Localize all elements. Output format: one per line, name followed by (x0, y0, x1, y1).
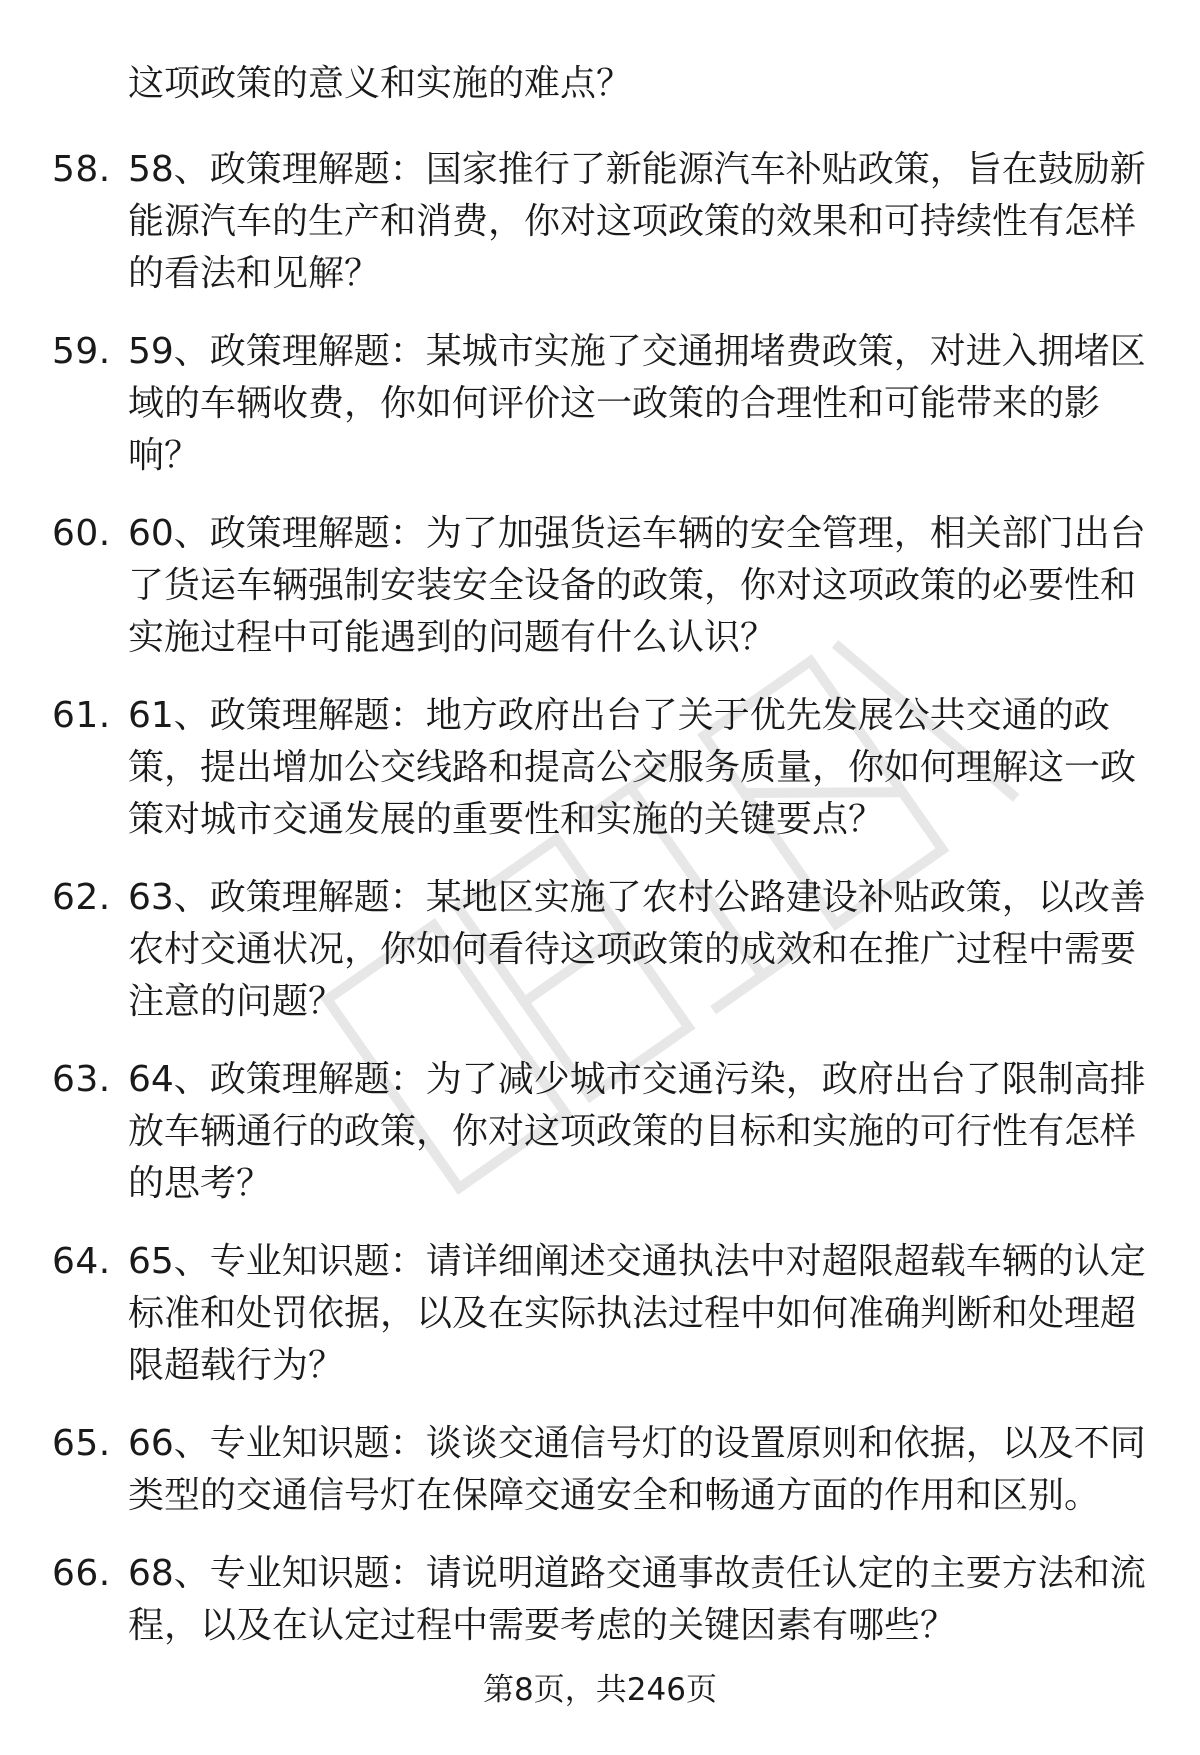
list-number: 63. (52, 1059, 111, 1100)
list-item (0, 508, 1200, 664)
list-number: 59. (52, 331, 111, 372)
list-number: 60. (52, 513, 111, 554)
question-text: 66、专业知识题：谈谈交通信号灯的设置原则和依据，以及不同类型的交通信号灯在保障交通安全和畅通方面的作用和区别。 (128, 1423, 1146, 1516)
list-item (0, 1418, 1200, 1522)
list-item (0, 326, 1200, 482)
question-text: 59、政策理解题：某城市实施了交通拥堵费政策，对进入拥堵区域的车辆收费，你如何评价这一政策的合理性和可能带来的影响？ (128, 331, 1146, 476)
question-text: 64、政策理解题：为了减少城市交通污染，政府出台了限制高排放车辆通行的政策，你对这项政策的目标和实施的可行性有怎样的思考？ (128, 1059, 1146, 1204)
page-footer: 第8页，共246页 (483, 1672, 717, 1708)
list-number: 61. (52, 695, 111, 736)
list-item (0, 1236, 1200, 1392)
question-list (0, 144, 1200, 1678)
list-item (0, 144, 1200, 300)
list-item (0, 872, 1200, 1028)
list-item (0, 1054, 1200, 1210)
question-text: 58、政策理解题：国家推行了新能源汽车补贴政策，旨在鼓励新能源汽车的生产和消费，你对这项政策的效果和可持续性有怎样的看法和见解？ (128, 149, 1146, 294)
question-text: 68、专业知识题：请说明道路交通事故责任认定的主要方法和流程，以及在认定过程中需要考虑的关键因素有哪些？ (128, 1553, 1146, 1646)
list-number: 62. (52, 877, 111, 918)
list-item (0, 1548, 1200, 1652)
list-number: 65. (52, 1423, 111, 1464)
list-number: 58. (52, 149, 111, 190)
question-text: 65、专业知识题：请详细阐述交通执法中对超限超载车辆的认定标准和处罚依据，以及在实际执法过程中如何准确判断和处理超限超载行为？ (128, 1241, 1146, 1386)
list-number: 66. (52, 1553, 111, 1594)
question-text: 61、政策理解题：地方政府出台了关于优先发展公共交通的政策，提出增加公交线路和提高公交服务质量，你如何理解这一政策对城市交通发展的重要性和实施的关键要点？ (128, 695, 1137, 840)
question-text: 63、政策理解题：某地区实施了农村公路建设补贴政策，以改善农村交通状况，你如何看待这项政策的成效和在推广过程中需要注意的问题？ (128, 877, 1146, 1022)
continuation-text: 这项政策的意义和实施的难点？ (128, 63, 633, 104)
list-item (0, 690, 1200, 846)
question-text: 60、政策理解题：为了加强货运车辆的安全管理，相关部门出台了货运车辆强制安装安全设备的政策，你对这项政策的必要性和实施过程中可能遇到的问题有什么认识？ (128, 513, 1146, 658)
list-number: 64. (52, 1241, 111, 1282)
